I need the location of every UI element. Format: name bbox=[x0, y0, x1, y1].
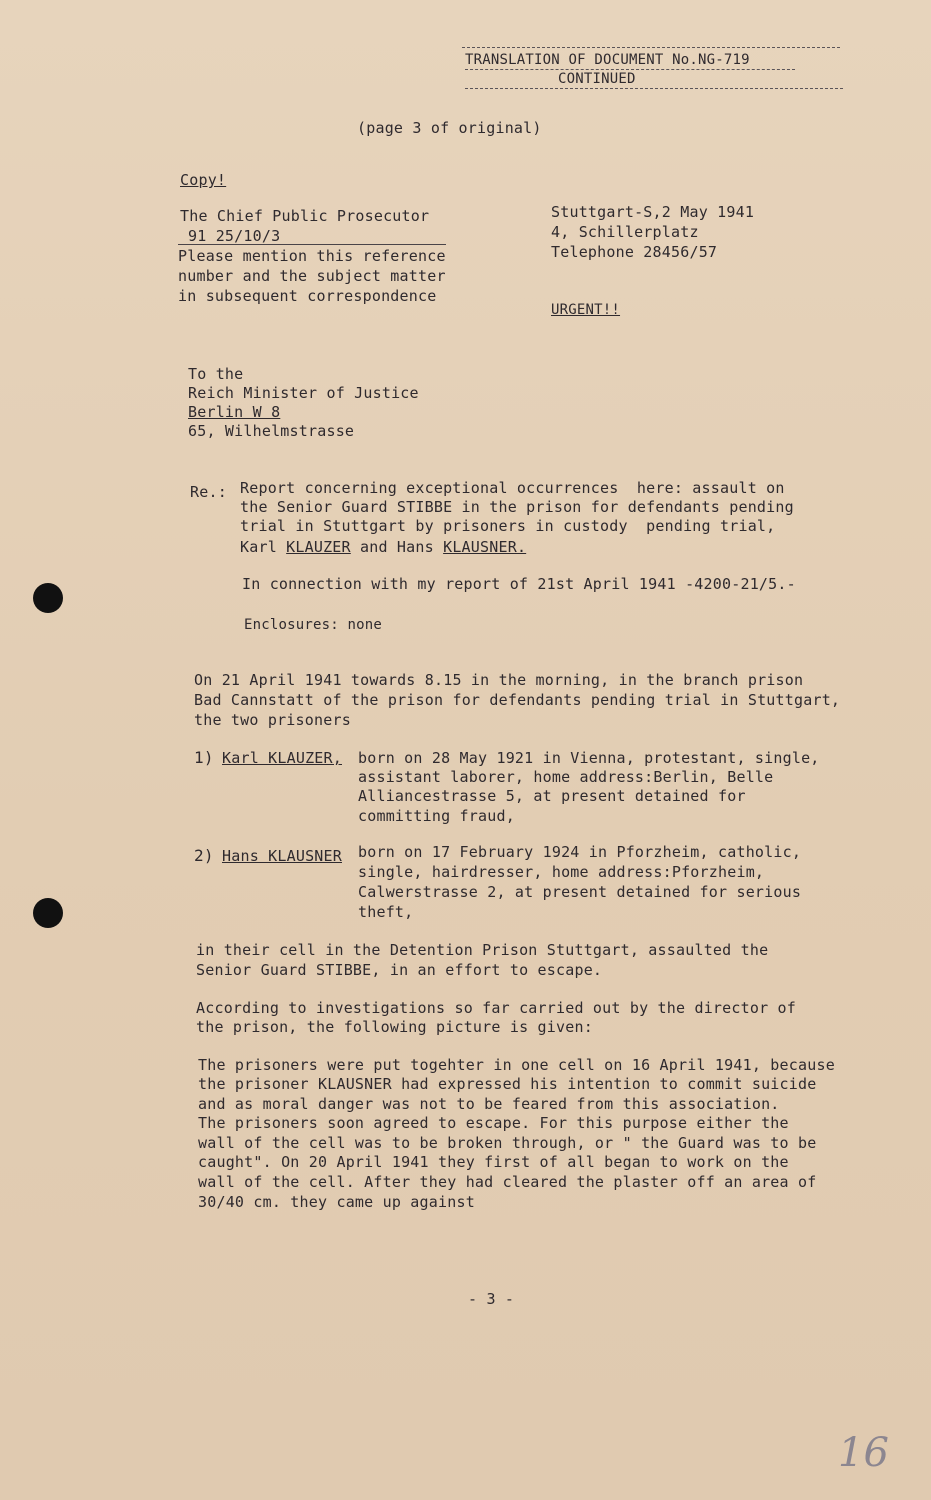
item-1-line-3: Alliancestrasse 5, at present detained for bbox=[358, 787, 746, 805]
item-2-name: Hans KLAUSNER bbox=[222, 847, 342, 865]
place-date: Stuttgart-S,2 May 1941 bbox=[551, 203, 755, 221]
recipient-street: 65, Wilhelmstrasse bbox=[188, 422, 355, 440]
recipient-city: Berlin W 8 bbox=[188, 403, 281, 421]
body-p4-line-5: wall of the cell was to be broken through, or " the Guard was to be bbox=[198, 1134, 817, 1152]
reference-underline bbox=[178, 244, 446, 245]
item-1-number: 1) bbox=[194, 748, 214, 767]
item-2-line-4: theft, bbox=[358, 903, 414, 921]
continued-label: CONTINUED bbox=[558, 71, 636, 87]
body-p4-line-7: wall of the cell. After they had cleared the plaster off an area of bbox=[198, 1173, 817, 1191]
copy-label: Copy! bbox=[180, 171, 227, 189]
sender-line-4: number and the subject matter bbox=[178, 267, 446, 285]
address-line: 4, Schillerplatz bbox=[551, 223, 699, 241]
item-2-line-2: single, hairdresser, home address:Pforzheim, bbox=[358, 863, 765, 881]
page-note: (page 3 of original) bbox=[357, 119, 542, 137]
item-2-number: 2) bbox=[194, 846, 214, 865]
re-name-2-prefix: and Hans bbox=[350, 538, 444, 556]
recipient-line-2: Reich Minister of Justice bbox=[188, 384, 419, 402]
body-p4-line-3: and as moral danger was not to be feared from this association. bbox=[198, 1095, 780, 1113]
connection-line: In connection with my report of 21st April 1941 -4200-21/5.- bbox=[242, 575, 796, 593]
punch-hole-top bbox=[33, 583, 63, 613]
re-line-3: trial in Stuttgart by prisoners in custody pending trial, bbox=[240, 517, 776, 535]
body-p4-line-2: the prisoner KLAUSNER had expressed his intention to commit suicide bbox=[198, 1075, 817, 1093]
body-p1-line-1: On 21 April 1941 towards 8.15 in the morning, in the branch prison bbox=[194, 671, 804, 689]
body-p4-line-6: caught". On 20 April 1941 they first of all began to work on the bbox=[198, 1153, 789, 1171]
telephone-line: Telephone 28456/57 bbox=[551, 243, 718, 261]
re-line-1: Report concerning exceptional occurrences here: assault on bbox=[240, 479, 785, 497]
re-line-4 bbox=[240, 537, 526, 557]
page-number: - 3 - bbox=[468, 1290, 515, 1308]
body-p3-line-2: the prison, the following picture is given: bbox=[196, 1018, 593, 1036]
handwritten-page-mark: 16 bbox=[838, 1430, 889, 1476]
item-1-line-2: assistant laborer, home address:Berlin, Belle bbox=[358, 768, 774, 786]
item-2-line-1: born on 17 February 1924 in Pforzheim, catholic, bbox=[358, 843, 802, 861]
re-name-klausner: KLAUSNER. bbox=[443, 538, 527, 556]
urgent-label: URGENT!! bbox=[551, 302, 621, 318]
body-p4-line-8: 30/40 cm. they came up against bbox=[198, 1193, 475, 1211]
header-rule-bottom bbox=[465, 88, 843, 89]
body-p1-line-2: Bad Cannstatt of the prison for defendants pending trial in Stuttgart, bbox=[194, 691, 841, 709]
reference-number: 91 25/10/3 bbox=[188, 227, 281, 245]
body-p4-line-1: The prisoners were put togehter in one cell on 16 April 1941, because bbox=[198, 1056, 835, 1074]
punch-hole-bottom bbox=[33, 898, 63, 928]
re-label: Re.: bbox=[190, 483, 227, 501]
item-1-name: Karl KLAUZER, bbox=[222, 749, 342, 767]
item-1-line-1: born on 28 May 1921 in Vienna, protestant, single, bbox=[358, 749, 820, 767]
body-p3-line-1: According to investigations so far carried out by the director of bbox=[196, 999, 796, 1017]
body-p1-line-3: the two prisoners bbox=[194, 711, 351, 729]
re-name-1-prefix: Karl bbox=[240, 538, 287, 556]
enclosures-line: Enclosures: none bbox=[244, 617, 383, 633]
header-rule-top bbox=[462, 47, 840, 48]
re-line-2: the Senior Guard STIBBE in the prison for defendants pending bbox=[240, 498, 794, 516]
sender-line-5: in subsequent correspondence bbox=[178, 287, 437, 305]
sender-line-3: Please mention this reference bbox=[178, 247, 446, 265]
translation-header: TRANSLATION OF DOCUMENT No.NG-719 bbox=[465, 52, 750, 68]
item-1-line-4: committing fraud, bbox=[358, 807, 515, 825]
body-p4-line-4: The prisoners soon agreed to escape. For this purpose either the bbox=[198, 1114, 789, 1132]
sender-line-1: The Chief Public Prosecutor bbox=[180, 207, 430, 225]
re-name-klauzer: KLAUZER bbox=[286, 538, 351, 556]
item-2-line-3: Calwerstrasse 2, at present detained for serious bbox=[358, 883, 802, 901]
body-p2-line-1: in their cell in the Detention Prison Stuttgart, assaulted the bbox=[196, 941, 769, 959]
recipient-line-1: To the bbox=[188, 365, 244, 383]
body-p2-line-2: Senior Guard STIBBE, in an effort to escape. bbox=[196, 961, 603, 979]
